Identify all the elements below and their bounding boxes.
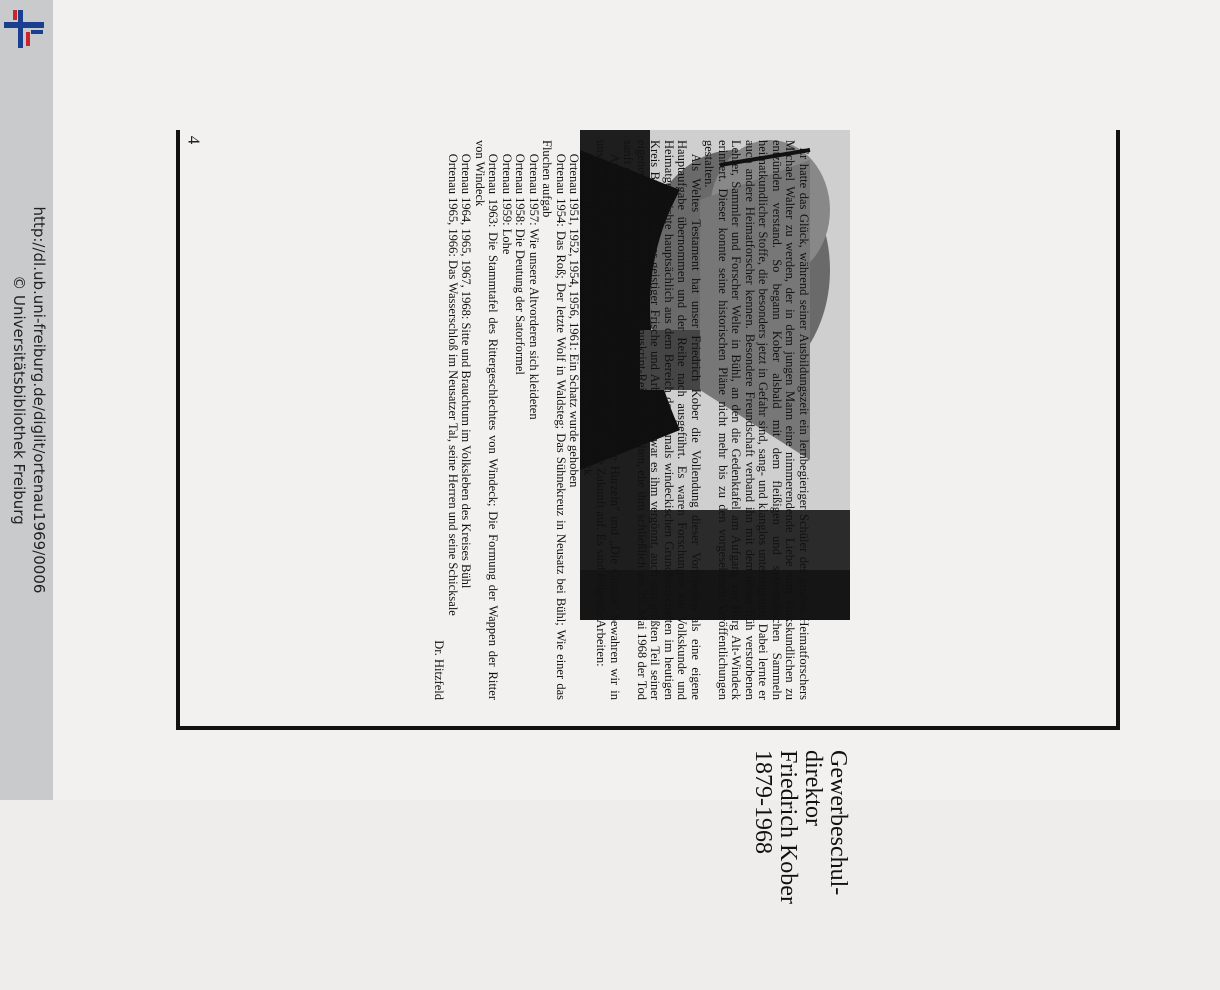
portrait-caption [750,750,850,990]
copyright-notice: © Universitätsbibliothek Freiburg [10,275,28,525]
rotated-content [176,130,1120,904]
list-item: Ortenau 1965, 1966: Das Wasserschloß im Neusatzer Tal, seine Herren und seine Schicksale [446,153,460,616]
list-item: Ortenau 1963: Die Stammtafel des Rittergeschlechtes von Windeck; Die Formung der Wappen der Ritter von Windeck [473,140,501,700]
page-number: 4 [184,135,204,145]
list-item: Ortenau 1959: Lohe [500,153,514,255]
caption-name: Friedrich Kober [775,750,801,904]
list-item: Ortenau 1958: Die Deutung der Satorformel [513,153,528,375]
author-signature: Dr. Hitzfeld [432,640,447,700]
list-item: Ortenau 1964, 1965, 1967, 1968: Sitte und Brauchtum im Volksleben des Kreises Bühl [459,153,474,589]
library-logo-icon [4,10,44,48]
caption-years: 1879-1968 [750,750,776,854]
paragraph-2: Als Weltes Testament hat unser Friedrich Kober die Vollendung dieser Vorarbeiten als eine eigene Hauptaufgabe übernommen und der Reihe nach ausgeführt. Es waren Forschungen zur Volkskunde und Heimatgeschichte hauptsächlich aus dem Bereich der ehemals windeckischen Grundherrschaften im heutigen Kreis Bühl. In seltener geistiger Frische und Arbeitskraft war es ihm vergönnt, auch den größten Teil seiner eigenen Stoffsammlungen bis zur Manuskript-Reife zu gestalten, ehe ihm schließlich am 20. Mai 1968 der Tod sanft die Feder aus der Hand nahm. [621,140,703,700]
source-info [9,207,49,594]
source-url[interactable]: http://dl.ub.uni-freiburg.de/diglit/ortenau1969/0006 [30,206,48,594]
paragraph-3: Außer den Veröffentlichungen in den Heimatbeilagen „Die Hurzeln" und „Die Chaibe" bewahren wir in unserer „Ortenau" alles Wesentliche seines Lebenswerkes für die Zukunft auf. Es sind folgende Arbeiten: [594,140,622,700]
caption-title-1: Gewerbeschul- [825,750,851,896]
article-body [432,140,810,700]
list-item: Ortenau 1957: Wie unsere Altvorderen sich kleideten [527,153,541,420]
caption-title-2: direktor [800,750,826,826]
list-item: Ortenau 1951, 1952, 1954, 1956, 1961: Ein Schatz wurde gehoben [567,153,582,488]
paragraph-1: Er hatte das Glück, während seiner Ausbildungszeit ein lernbegieriger Schüler des großen Heimatforschers Michael Walter zu werden, der in dem jungen Mann eine nimmerendende Liebe zum Volkskundlichen zu entzünden verstand. So begann Kober alsbald mit dem fleißigen und systematischen Sammeln heimatkundlicher Stoffe, die besonders jetzt in Gefahr sind, sang- und klanglos unterzugehen. Dabei lernte er auch andere Heimatforscher kennen. Besondere Freundschaft verband ihn mit dem leider früh verstorbenen Lehrer, Sammler und Forscher Welte in Bühl, an den die Gedenktafel am Aufgang zur Burg Alt-Windeck erinnert. Dieser konnte seine historischen Pläne nicht mehr bis zu den vorgesehenen Veröffentlichungen gestalten. [702,140,811,700]
list-item: Ortenau 1954: Das Roß; Der letzte Wolf in Waldsteg; Das Sühnekreuz in Neusatz bei Bühl; Wie einer das Fluchen aufgab [540,140,568,700]
list-item: Ortenau 1951: Die Gesellschaft zur Verherrlichung der Windeck [581,153,595,476]
viewer-sidebar [0,0,53,800]
